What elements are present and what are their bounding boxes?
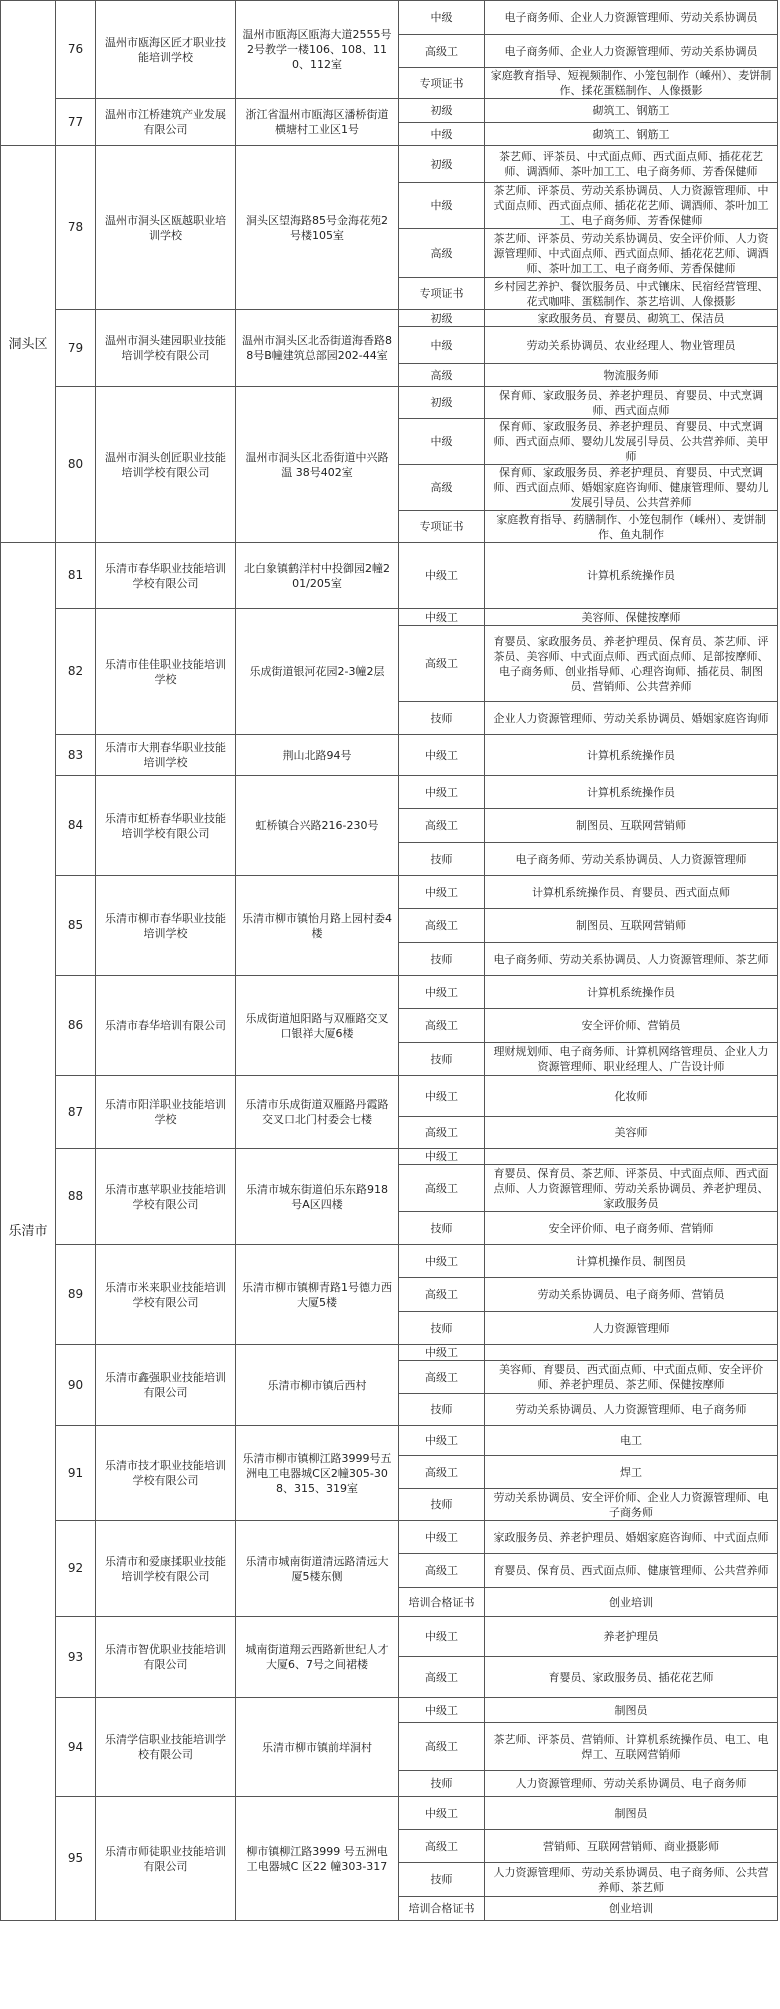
skill-level: 中级工 — [399, 735, 485, 776]
skill-level: 技师 — [399, 1312, 485, 1345]
institution-address: 乐清市柳市镇前垟洞村 — [236, 1698, 399, 1797]
institution-name: 温州市洞头创匠职业技能培训学校有限公司 — [96, 387, 236, 543]
skill-level: 技师 — [399, 1212, 485, 1245]
institution-number: 84 — [56, 776, 96, 876]
institution-address: 温州市洞头区北岙街道中兴路 温 38号402室 — [236, 387, 399, 543]
skill-level: 中级工 — [399, 976, 485, 1009]
skill-level: 初级 — [399, 146, 485, 183]
skill-level: 技师 — [399, 843, 485, 876]
table-row — [1, 776, 778, 809]
table-row — [1, 976, 778, 1009]
table-row — [1, 1245, 778, 1278]
professions: 劳动关系协调员、农业经理人、物业管理员 — [485, 327, 778, 364]
institution-name: 乐清市鑫强职业技能培训有限公司 — [96, 1345, 236, 1426]
professions: 家庭教育指导、药膳制作、小笼包制作（嵊州）、麦饼制作、鱼丸制作 — [485, 511, 778, 543]
professions: 电子商务师、劳动关系协调员、人力资源管理师 — [485, 843, 778, 876]
table-row — [1, 387, 778, 419]
institution-name: 温州市瓯海区匠才职业技能培训学校 — [96, 1, 236, 99]
professions: 计算机系统操作员 — [485, 543, 778, 609]
institution-number: 95 — [56, 1797, 96, 1921]
skill-level: 中级工 — [399, 876, 485, 909]
table-body — [1, 1, 778, 1921]
skill-level: 中级工 — [399, 1149, 485, 1165]
professions: 保育师、家政服务员、养老护理员、育婴员、中式烹调师、西式面点师、婚姻家庭咨询师、健康管理师、婴幼儿发展引导员、公共营养师 — [485, 465, 778, 511]
institution-name: 温州市洞头建园职业技能培训学校有限公司 — [96, 310, 236, 387]
professions: 创业培训 — [485, 1588, 778, 1617]
professions: 美容师、保健按摩师 — [485, 609, 778, 626]
professions: 物流服务师 — [485, 364, 778, 387]
skill-level: 培训合格证书 — [399, 1897, 485, 1921]
professions: 营销师、互联网营销师、商业摄影师 — [485, 1830, 778, 1863]
professions: 理财规划师、电子商务师、计算机网络管理员、企业人力资源管理师、职业经理人、广告设计师 — [485, 1043, 778, 1076]
skill-level: 中级工 — [399, 1245, 485, 1278]
skill-level: 高级工 — [399, 1361, 485, 1394]
professions: 安全评价师、营销员 — [485, 1009, 778, 1043]
institution-name: 乐清市虹桥春华职业技能培训学校有限公司 — [96, 776, 236, 876]
institution-address: 城南街道翔云西路新世纪人才大厦6、7号之间裙楼 — [236, 1617, 399, 1698]
professions: 美容师 — [485, 1117, 778, 1149]
professions: 制图员 — [485, 1797, 778, 1830]
institution-name: 乐清市技才职业技能培训学校有限公司 — [96, 1426, 236, 1521]
professions: 茶艺师、评茶员、劳动关系协调员、安全评价师、人力资源管理师、中式面点师、西式面点师、插花花艺师、调酒师、茶叶加工工、电子商务师、芳香保健师 — [485, 229, 778, 278]
professions: 制图员、互联网营销师 — [485, 909, 778, 943]
skill-level: 高级工 — [399, 809, 485, 843]
skill-level: 中级工 — [399, 1426, 485, 1456]
skill-level: 技师 — [399, 943, 485, 976]
institution-address: 乐成街道银河花园2-3幢2层 — [236, 609, 399, 735]
professions: 茶艺师、评茶员、劳动关系协调员、人力资源管理师、中式面点师、西式面点师、插花花艺师、调酒师、茶叶加工工、电子商务师、芳香保健师 — [485, 183, 778, 229]
professions: 焊工 — [485, 1456, 778, 1489]
skill-level: 中级工 — [399, 543, 485, 609]
professions: 制图员 — [485, 1698, 778, 1723]
professions: 计算机系统操作员、育婴员、西式面点师 — [485, 876, 778, 909]
professions: 育婴员、家政服务员、养老护理员、保育员、茶艺师、评茶员、美容师、中式面点师、西式面点师、足部按摩师、电子商务师、创业指导师、心理咨询师、插花员、制图员、营销师、公共营养师 — [485, 626, 778, 702]
professions: 人力资源管理师 — [485, 1312, 778, 1345]
institution-number: 80 — [56, 387, 96, 543]
institution-address: 北白象镇鹤洋村中投御园2幢201/205室 — [236, 543, 399, 609]
skill-level: 专项证书 — [399, 511, 485, 543]
institution-name: 乐清学信职业技能培训学校有限公司 — [96, 1698, 236, 1797]
table-row — [1, 543, 778, 609]
skill-level: 中级工 — [399, 1797, 485, 1830]
institution-name: 温州市江桥建筑产业发展有限公司 — [96, 99, 236, 146]
professions: 计算机系统操作员 — [485, 776, 778, 809]
professions: 茶艺师、评茶员、营销师、计算机系统操作员、电工、电焊工、互联网营销师 — [485, 1723, 778, 1771]
professions: 家政服务员、养老护理员、婚姻家庭咨询师、中式面点师 — [485, 1521, 778, 1554]
institution-name: 乐清市阳洋职业技能培训学校 — [96, 1076, 236, 1149]
skill-level: 高级工 — [399, 1165, 485, 1212]
professions: 育婴员、保育员、茶艺师、评茶员、中式面点师、西式面点师、人力资源管理师、劳动关系协调员、养老护理员、家政服务员 — [485, 1165, 778, 1212]
institution-name: 乐清市智优职业技能培训有限公司 — [96, 1617, 236, 1698]
institution-number: 85 — [56, 876, 96, 976]
table-row — [1, 1345, 778, 1361]
professions: 人力资源管理师、劳动关系协调员、电子商务师 — [485, 1771, 778, 1797]
institution-address: 乐清市乐成街道双雁路丹霞路交叉口北门村委会七楼 — [236, 1076, 399, 1149]
skill-level: 初级 — [399, 99, 485, 123]
institution-address: 温州市洞头区北岙街道海香路88号B幢建筑总部园202-44室 — [236, 310, 399, 387]
professions: 人力资源管理师、劳动关系协调员、电子商务师、公共营养师、茶艺师 — [485, 1863, 778, 1897]
institution-address: 温州市瓯海区瓯海大道2555号2号教学一楼106、108、110、112室 — [236, 1, 399, 99]
skill-level: 高级 — [399, 229, 485, 278]
professions: 企业人力资源管理师、劳动关系协调员、婚姻家庭咨询师 — [485, 702, 778, 735]
professions: 劳动关系协调员、人力资源管理师、电子商务师 — [485, 1394, 778, 1426]
skill-level: 中级 — [399, 419, 485, 465]
skill-level: 技师 — [399, 1771, 485, 1797]
institution-address: 乐清市城东街道伯乐东路918号A区四楼 — [236, 1149, 399, 1245]
skill-level: 高级工 — [399, 626, 485, 702]
table-row — [1, 1426, 778, 1456]
skill-level: 中级 — [399, 183, 485, 229]
skill-level: 高级工 — [399, 1723, 485, 1771]
table-row — [1, 1076, 778, 1117]
skill-level: 中级工 — [399, 1617, 485, 1657]
skill-level: 培训合格证书 — [399, 1588, 485, 1617]
institution-name: 乐清市春华培训有限公司 — [96, 976, 236, 1076]
institution-address: 荆山北路94号 — [236, 735, 399, 776]
skill-level: 技师 — [399, 1394, 485, 1426]
skill-level: 高级工 — [399, 1830, 485, 1863]
professions: 制图员、互联网营销师 — [485, 809, 778, 843]
skill-level: 高级工 — [399, 1117, 485, 1149]
professions: 计算机系统操作员 — [485, 976, 778, 1009]
institution-number: 90 — [56, 1345, 96, 1426]
skill-level: 中级工 — [399, 1521, 485, 1554]
table-row — [1, 146, 778, 183]
skill-level: 中级工 — [399, 1345, 485, 1361]
skill-level: 中级 — [399, 123, 485, 146]
skill-level: 专项证书 — [399, 68, 485, 99]
skill-level: 中级工 — [399, 1698, 485, 1723]
professions: 砌筑工、钢筋工 — [485, 123, 778, 146]
institution-address: 乐清市柳市镇柳江路3999号五洲电工电器城C区2幢305-308、315、319室 — [236, 1426, 399, 1521]
table-row — [1, 876, 778, 909]
professions: 安全评价师、电子商务师、营销师 — [485, 1212, 778, 1245]
professions — [485, 1149, 778, 1165]
skill-level: 高级工 — [399, 1278, 485, 1312]
skill-level: 专项证书 — [399, 278, 485, 310]
professions: 电子商务师、企业人力资源管理师、劳动关系协调员 — [485, 1, 778, 35]
professions: 家庭教育指导、短视频制作、小笼包制作（嵊州）、麦饼制作、揉花蛋糕制作、人像摄影 — [485, 68, 778, 99]
institution-name: 乐清市惠苹职业技能培训学校有限公司 — [96, 1149, 236, 1245]
skill-level: 高级工 — [399, 909, 485, 943]
professions: 电子商务师、劳动关系协调员、人力资源管理师、茶艺师 — [485, 943, 778, 976]
professions: 育婴员、家政服务员、插花花艺师 — [485, 1657, 778, 1698]
institution-number: 88 — [56, 1149, 96, 1245]
professions: 砌筑工、钢筋工 — [485, 99, 778, 123]
institution-address: 乐清市柳市镇柳青路1号德力西大厦5楼 — [236, 1245, 399, 1345]
skill-level: 高级工 — [399, 35, 485, 68]
skill-level: 中级工 — [399, 776, 485, 809]
table-row — [1, 1, 778, 35]
skill-level: 技师 — [399, 702, 485, 735]
institution-number: 81 — [56, 543, 96, 609]
skill-level: 初级 — [399, 387, 485, 419]
institution-number: 93 — [56, 1617, 96, 1698]
professions: 电工 — [485, 1426, 778, 1456]
institution-number: 91 — [56, 1426, 96, 1521]
skill-level: 中级 — [399, 1, 485, 35]
skill-level: 技师 — [399, 1863, 485, 1897]
skill-level: 技师 — [399, 1489, 485, 1521]
institution-number: 83 — [56, 735, 96, 776]
institution-number: 92 — [56, 1521, 96, 1617]
institution-number: 94 — [56, 1698, 96, 1797]
skill-level: 高级工 — [399, 1456, 485, 1489]
professions — [485, 1345, 778, 1361]
institution-number: 77 — [56, 99, 96, 146]
region-cell — [1, 1, 56, 146]
professions: 计算机系统操作员 — [485, 735, 778, 776]
table-row — [1, 310, 778, 327]
table-row — [1, 1698, 778, 1723]
professions: 保育师、家政服务员、养老护理员、育婴员、中式烹调师、西式面点师 — [485, 387, 778, 419]
table-row — [1, 1521, 778, 1554]
institution-name: 乐清市春华职业技能培训学校有限公司 — [96, 543, 236, 609]
institution-number: 86 — [56, 976, 96, 1076]
professions: 育婴员、保育员、西式面点师、健康管理师、公共营养师 — [485, 1554, 778, 1588]
institution-number: 82 — [56, 609, 96, 735]
professions: 劳动关系协调员、电子商务师、营销员 — [485, 1278, 778, 1312]
professions: 创业培训 — [485, 1897, 778, 1921]
professions: 茶艺师、评茶员、中式面点师、西式面点师、插花花艺师、调酒师、茶叶加工工、电子商务师、芳香保健师 — [485, 146, 778, 183]
institution-number: 87 — [56, 1076, 96, 1149]
professions: 美容师、育婴员、西式面点师、中式面点师、安全评价师、养老护理员、茶艺师、保健按摩师 — [485, 1361, 778, 1394]
institution-number: 79 — [56, 310, 96, 387]
skill-level: 高级 — [399, 364, 485, 387]
institution-address: 乐成街道旭阳路与双雁路交叉口银祥大厦6楼 — [236, 976, 399, 1076]
professions: 乡村园艺养护、餐饮服务员、中式镶床、民宿经营管理、花式咖啡、蛋糕制作、茶艺培训、人像摄影 — [485, 278, 778, 310]
skill-level: 高级工 — [399, 1009, 485, 1043]
region-cell: 乐清市 — [1, 543, 56, 1921]
institution-address: 虹桥镇合兴路216-230号 — [236, 776, 399, 876]
institution-name: 温州市洞头区瓯越职业培训学校 — [96, 146, 236, 310]
table-row — [1, 1149, 778, 1165]
institution-name: 乐清市柳市春华职业技能培训学校 — [96, 876, 236, 976]
table-row — [1, 735, 778, 776]
skill-level: 技师 — [399, 1043, 485, 1076]
skill-level: 高级工 — [399, 1554, 485, 1588]
institution-name: 乐清市师徒职业技能培训有限公司 — [96, 1797, 236, 1921]
skill-level: 高级工 — [399, 1657, 485, 1698]
institution-name: 乐清市米来职业技能培训学校有限公司 — [96, 1245, 236, 1345]
professions: 保育师、家政服务员、养老护理员、育婴员、中式烹调师、西式面点师、婴幼儿发展引导员、公共营养师、美甲师 — [485, 419, 778, 465]
table-row — [1, 99, 778, 123]
institution-address: 浙江省温州市瓯海区潘桥街道横塘村工业区1号 — [236, 99, 399, 146]
skill-level: 高级 — [399, 465, 485, 511]
institution-number: 78 — [56, 146, 96, 310]
institution-address: 乐清市城南街道清远路清远大厦5楼东侧 — [236, 1521, 399, 1617]
professions: 电子商务师、企业人力资源管理师、劳动关系协调员 — [485, 35, 778, 68]
institution-number: 89 — [56, 1245, 96, 1345]
institution-address: 乐清市柳市镇怡月路上园村委4楼 — [236, 876, 399, 976]
institution-number: 76 — [56, 1, 96, 99]
institution-name: 乐清市佳佳职业技能培训学校 — [96, 609, 236, 735]
professions: 化妆师 — [485, 1076, 778, 1117]
table-row — [1, 1617, 778, 1657]
professions: 计算机操作员、制图员 — [485, 1245, 778, 1278]
institution-name: 乐清市和爱康揉职业技能培训学校有限公司 — [96, 1521, 236, 1617]
institution-address: 洞头区望海路85号金海花苑2号楼105室 — [236, 146, 399, 310]
institution-address: 柳市镇柳江路3999 号五洲电工电器城C 区22 幢303-317 — [236, 1797, 399, 1921]
institution-address: 乐清市柳市镇后西村 — [236, 1345, 399, 1426]
region-cell: 洞头区 — [1, 146, 56, 543]
skill-level: 中级 — [399, 327, 485, 364]
professions: 家政服务员、育婴员、砌筑工、保洁员 — [485, 310, 778, 327]
table-row — [1, 1797, 778, 1830]
skill-level: 中级工 — [399, 1076, 485, 1117]
professions: 劳动关系协调员、安全评价师、企业人力资源管理师、电子商务师 — [485, 1489, 778, 1521]
skill-level: 中级工 — [399, 609, 485, 626]
professions: 养老护理员 — [485, 1617, 778, 1657]
skill-level: 初级 — [399, 310, 485, 327]
institution-name: 乐清市大荆春华职业技能培训学校 — [96, 735, 236, 776]
table-row — [1, 609, 778, 626]
